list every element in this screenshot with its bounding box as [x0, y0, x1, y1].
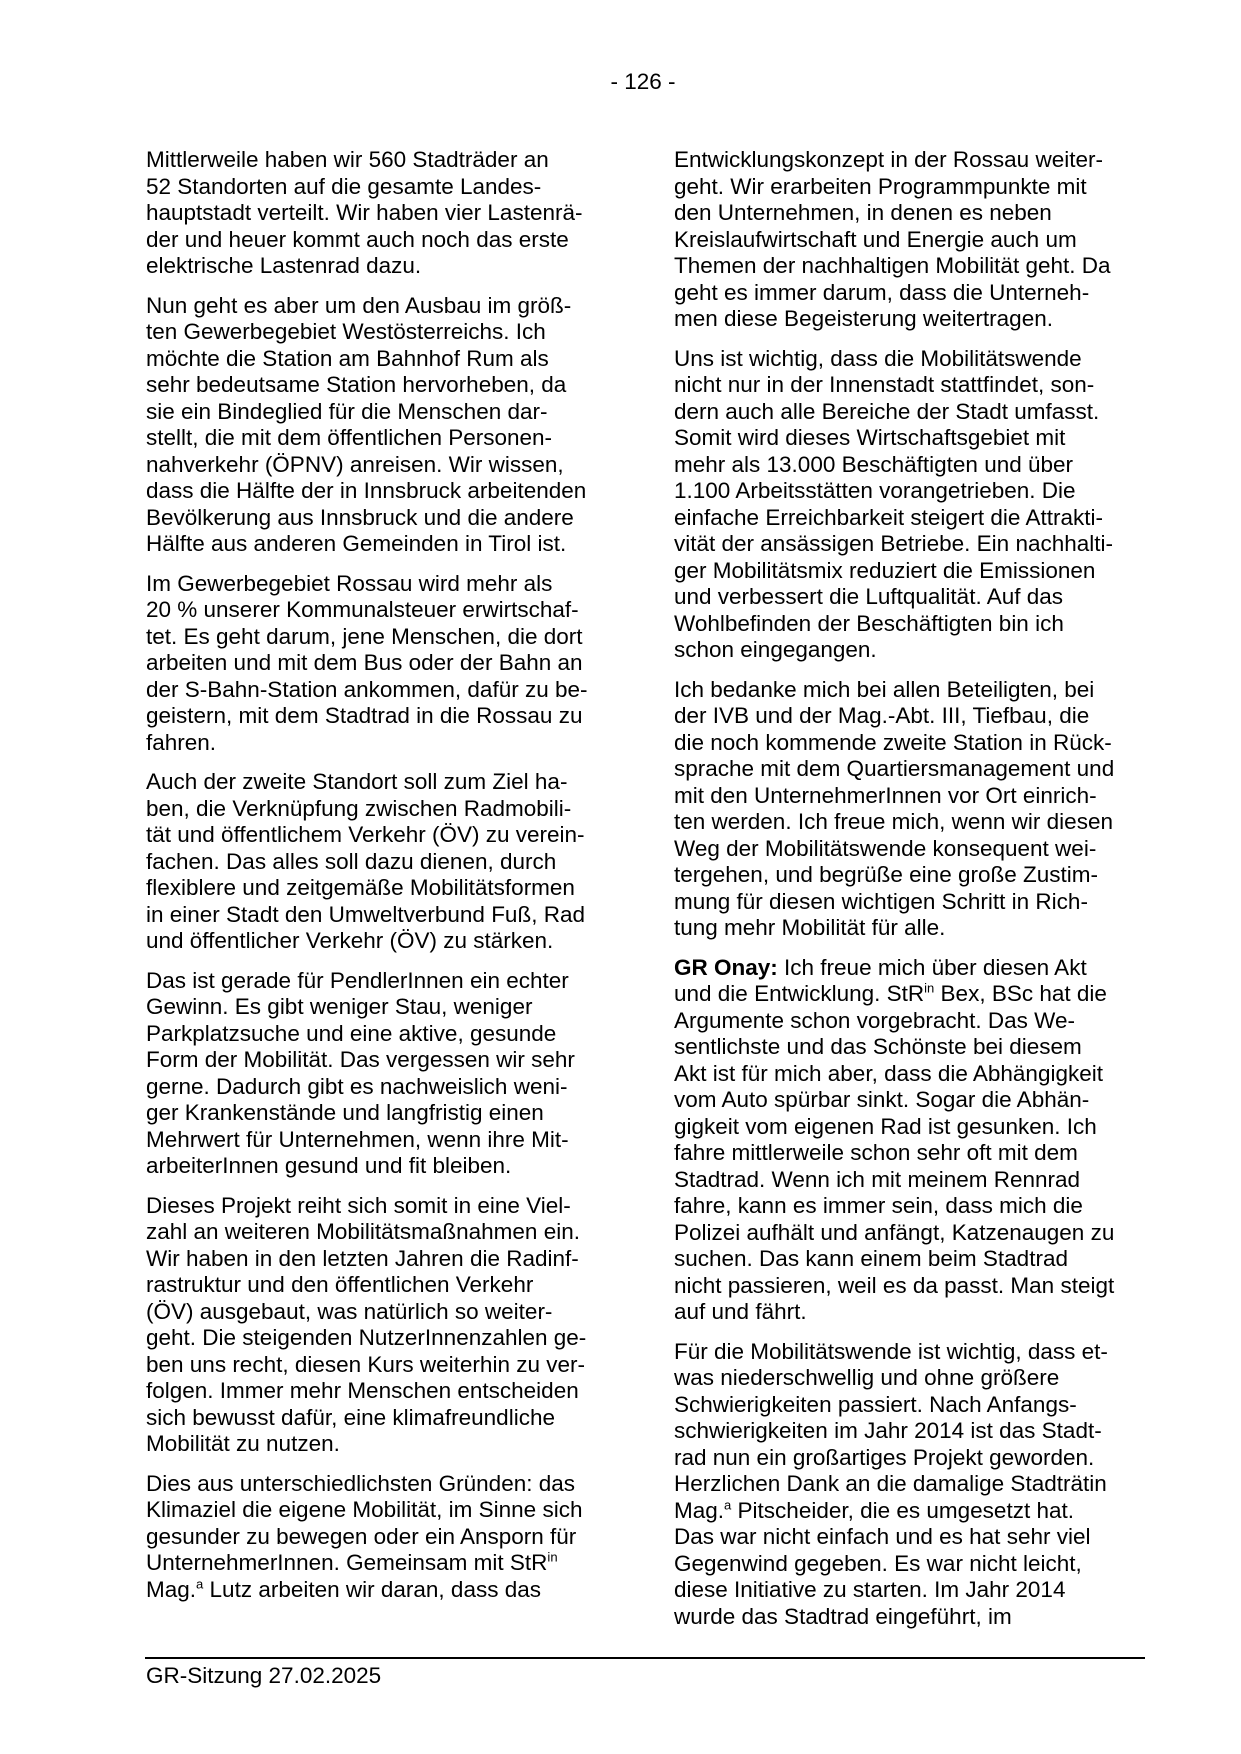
text-line: Das war nicht einfach und es hat sehr viel — [674, 1524, 1091, 1549]
text-line: tergehen, und begrüße eine große Zustim- — [674, 862, 1098, 887]
text-line: flexiblere und zeitgemäße Mobilitätsformen — [146, 875, 575, 900]
text-line: Auch der zweite Standort soll zum Ziel ha- — [146, 769, 568, 794]
text-line: fahre mittlerweile schon sehr oft mit dem — [674, 1140, 1078, 1165]
text-line: dass die Hälfte der in Innsbruck arbeitenden — [146, 478, 587, 503]
footer-text: GR-Sitzung 27.02.2025 — [146, 1663, 382, 1688]
text-line: Klimaziel die eigene Mobilität, im Sinne sich — [146, 1497, 583, 1522]
text-line: Nun geht es aber um den Ausbau im größ- — [146, 292, 572, 318]
text-line: Polizei aufhält und anfängt, Katzenaugen zu — [674, 1219, 1115, 1245]
text-line: Mobilität zu nutzen. — [146, 1431, 340, 1456]
paragraph — [674, 955, 1140, 1326]
text-line: Themen der nachhaltigen Mobilität geht. Da — [674, 253, 1111, 278]
text-columns — [146, 147, 1156, 1643]
text-line: gigkeit vom eigenen Rad ist gesunken. Ich — [674, 1113, 1097, 1139]
paragraph — [146, 1193, 598, 1458]
paragraph — [674, 677, 1140, 942]
text-line: nahverkehr (ÖPNV) anreisen. Wir wissen, — [146, 451, 564, 477]
footer-divider — [145, 1657, 1145, 1659]
text-line: und öffentlicher Verkehr (ÖV) zu stärken. — [146, 928, 554, 953]
text-line: möchte die Station am Bahnhof Rum als — [146, 345, 549, 371]
text-line: GR Onay: Ich freue mich über diesen Akt — [674, 954, 1087, 980]
text-line: und verbessert die Luftqualität. Auf das — [674, 584, 1064, 609]
text-line: schon eingegangen. — [674, 637, 877, 662]
text-line: tung mehr Mobilität für alle. — [674, 915, 946, 940]
text-line: Wir haben in den letzten Jahren die Radinf- — [146, 1245, 579, 1271]
text-line: gesunder zu bewegen oder ein Ansporn für — [146, 1523, 577, 1549]
text-line: ger Mobilitätsmix reduziert die Emissionen — [674, 557, 1096, 583]
text-line: auf und fährt. — [674, 1299, 807, 1324]
superscript: a — [196, 1576, 204, 1591]
text-line: Stadtrad. Wenn ich mit meinem Rennrad — [674, 1166, 1081, 1192]
text-line: Parkplatzsuche und eine aktive, gesunde — [146, 1020, 557, 1046]
text-line: hauptstadt verteilt. Wir haben vier Lastenrä- — [146, 200, 583, 225]
text-line: nicht passieren, weil es da passt. Man steigt — [674, 1272, 1115, 1298]
text-line: 1.100 Arbeitsstätten vorangetrieben. Die — [674, 478, 1076, 503]
text-line: geht. Wir erarbeiten Programmpunkte mit — [674, 173, 1087, 199]
text-line: vom Auto spürbar sinkt. Sogar die Abhän- — [674, 1087, 1090, 1112]
text-line: Dies aus unterschiedlichsten Gründen: das — [146, 1470, 575, 1496]
paragraph — [674, 1339, 1140, 1631]
text-line: gerne. Dadurch gibt es nachweislich weni- — [146, 1073, 568, 1099]
text-line: schwierigkeiten im Jahr 2014 ist das Stadt- — [674, 1418, 1102, 1443]
text-line: Das ist gerade für PendlerInnen ein echter — [146, 967, 569, 993]
text-line: fahren. — [146, 729, 217, 755]
text-line: Argumente schon vorgebracht. Das We- — [674, 1007, 1076, 1033]
text-line: diese Initiative zu starten. Im Jahr 2014 — [674, 1577, 1066, 1602]
text-line: (ÖV) ausgebaut, was natürlich so weiter- — [146, 1298, 553, 1324]
superscript: in — [547, 1549, 558, 1565]
text-line: Akt ist für mich aber, dass die Abhängigkeit — [674, 1060, 1103, 1086]
text-line: 52 Standorten auf die gesamte Landes- — [146, 173, 542, 199]
text-line: tät und öffentlichem Verkehr (ÖV) zu verein- — [146, 822, 585, 847]
text-line: was niederschwellig und ohne größere — [674, 1365, 1060, 1390]
text-line: Weg der Mobilitätswende konsequent wei- — [674, 835, 1097, 861]
right-column — [674, 147, 1140, 1643]
text-line: Im Gewerbegebiet Rossau wird mehr als — [146, 570, 553, 596]
text-line: Gewinn. Es gibt weniger Stau, weniger — [146, 994, 533, 1019]
text-line: Schwierigkeiten passiert. Nach Anfangs- — [674, 1391, 1077, 1417]
text-line: Kreislaufwirtschaft und Energie auch um — [674, 226, 1077, 252]
text-line: rastruktur und den öffentlichen Verkehr — [146, 1272, 534, 1297]
paragraph — [146, 769, 598, 955]
text-line: mit den UnternehmerInnen vor Ort einrich- — [674, 782, 1097, 808]
text-line: der IVB und der Mag.-Abt. III, Tiefbau, die — [674, 703, 1090, 728]
speaker-name: GR Onay: — [674, 954, 778, 980]
text-line: Herzlichen Dank an die damalige Stadträtin — [674, 1471, 1107, 1496]
text-line: suchen. Das kann einem beim Stadtrad — [674, 1246, 1068, 1271]
text-line: der und heuer kommt auch noch das erste — [146, 226, 569, 252]
text-line: arbeiterInnen gesund und fit bleiben. — [146, 1153, 512, 1178]
text-line: Ich bedanke mich bei allen Beteiligten, bei — [674, 676, 1095, 702]
text-line: Mag.$^a$ Lutz arbeiten wir daran, dass das — [146, 1576, 541, 1602]
text-line: Für die Mobilitätswende ist wichtig, dass et- — [674, 1338, 1108, 1364]
text-line: sentlichste und das Schönste bei diesem — [674, 1034, 1082, 1059]
text-line: Mag.$^a$ Pitscheider, die es umgesetzt hat. — [674, 1497, 1074, 1523]
text-line: und die Entwicklung. StR$^{in}$ Bex, BSc hat die — [674, 980, 1107, 1006]
paragraph — [674, 346, 1140, 664]
text-line: fahre, kann es immer sein, dass mich die — [674, 1193, 1083, 1218]
text-line: rad nun ein großartiges Projekt geworden. — [674, 1444, 1095, 1470]
text-line: 20 % unserer Kommunalsteuer erwirtschaf- — [146, 597, 579, 622]
text-line: in einer Stadt den Umweltverbund Fuß, Rad — [146, 901, 585, 927]
text-line: Wohlbefinden der Beschäftigten bin ich — [674, 610, 1064, 636]
paragraph — [146, 293, 598, 558]
text-line: Mittlerweile haben wir 560 Stadträder an — [146, 147, 549, 172]
superscript: a — [724, 1497, 732, 1512]
paragraph — [146, 1471, 598, 1604]
text-line: men diese Begeisterung weitertragen. — [674, 306, 1053, 331]
text-line: Entwicklungskonzept in der Rossau weiter- — [674, 147, 1103, 172]
text-line: Uns ist wichtig, dass die Mobilitätswende — [674, 345, 1082, 371]
text-line: den Unternehmen, in denen es neben — [674, 200, 1052, 225]
text-line: Form der Mobilität. Das vergessen wir sehr — [146, 1047, 575, 1072]
text-line: sprache mit dem Quartiersmanagement und — [674, 756, 1115, 781]
text-line: Bevölkerung aus Innsbruck und die andere — [146, 504, 574, 530]
text-line: geht. Die steigenden NutzerInnenzahlen ge- — [146, 1325, 587, 1350]
page-number: - 126 - — [610, 69, 676, 94]
text-line: zahl an weiteren Mobilitätsmaßnahmen ein. — [146, 1219, 580, 1244]
text-line: der S-Bahn-Station ankommen, dafür zu be- — [146, 676, 588, 702]
text-line: vität der ansässigen Betriebe. Ein nachhalti- — [674, 531, 1114, 556]
text-line: einfache Erreichbarkeit steigert die Attrakti- — [674, 504, 1103, 530]
text-line: stellt, die mit dem öffentlichen Personen- — [146, 425, 553, 450]
text-line: elektrische Lastenrad dazu. — [146, 253, 422, 278]
text-line: ten Gewerbegebiet Westösterreichs. Ich — [146, 319, 546, 344]
text-line: UnternehmerInnen. Gemeinsam mit StR$^{in}$ — [146, 1549, 558, 1575]
left-column — [146, 147, 598, 1616]
text-line: sehr bedeutsame Station hervorheben, da — [146, 372, 567, 397]
text-line: ger Krankenstände und langfristig einen — [146, 1100, 544, 1125]
text-line: arbeiten und mit dem Bus oder der Bahn an — [146, 650, 583, 675]
text-line: nicht nur in der Innenstadt stattfindet, son- — [674, 372, 1095, 397]
text-line: sie ein Bindeglied für die Menschen dar- — [146, 398, 548, 424]
text-line: sich bewusst dafür, eine klimafreundliche — [146, 1404, 555, 1430]
paragraph — [146, 571, 598, 757]
paragraph — [146, 968, 598, 1180]
text-line: folgen. Immer mehr Menschen entscheiden — [146, 1378, 579, 1403]
text-line: mung für diesen wichtigen Schritt in Rich- — [674, 888, 1088, 914]
text-line: geht es immer darum, dass die Unterneh- — [674, 279, 1090, 305]
text-line: Hälfte aus anderen Gemeinden in Tirol ist. — [146, 531, 567, 556]
paragraph — [674, 147, 1140, 333]
text-line: die noch kommende zweite Station in Rück- — [674, 729, 1112, 755]
text-line: wurde das Stadtrad eingeführt, im — [674, 1603, 1012, 1629]
text-line: ten werden. Ich freue mich, wenn wir diesen — [674, 809, 1113, 834]
superscript: in — [924, 980, 935, 996]
text-line: Somit wird dieses Wirtschaftsgebiet mit — [674, 425, 1066, 450]
text-line: Mehrwert für Unternehmen, wenn ihre Mit- — [146, 1126, 569, 1152]
text-line: ben, die Verknüpfung zwischen Radmobili- — [146, 795, 572, 821]
text-line: geistern, mit dem Stadtrad in die Rossau zu — [146, 703, 583, 728]
text-line: mehr als 13.000 Beschäftigten und über — [674, 451, 1074, 477]
text-line: tet. Es geht darum, jene Menschen, die dort — [146, 623, 583, 649]
text-line: Dieses Projekt reiht sich somit in eine Viel- — [146, 1192, 571, 1218]
text-line: dern auch alle Bereiche der Stadt umfasst. — [674, 398, 1100, 424]
paragraph — [146, 147, 598, 280]
text-line: ben uns recht, diesen Kurs weiterhin zu ver- — [146, 1351, 585, 1377]
text-line: fachen. Das alles soll dazu dienen, durch — [146, 848, 557, 874]
text-line: Gegenwind gegeben. Es war nicht leicht, — [674, 1550, 1082, 1576]
